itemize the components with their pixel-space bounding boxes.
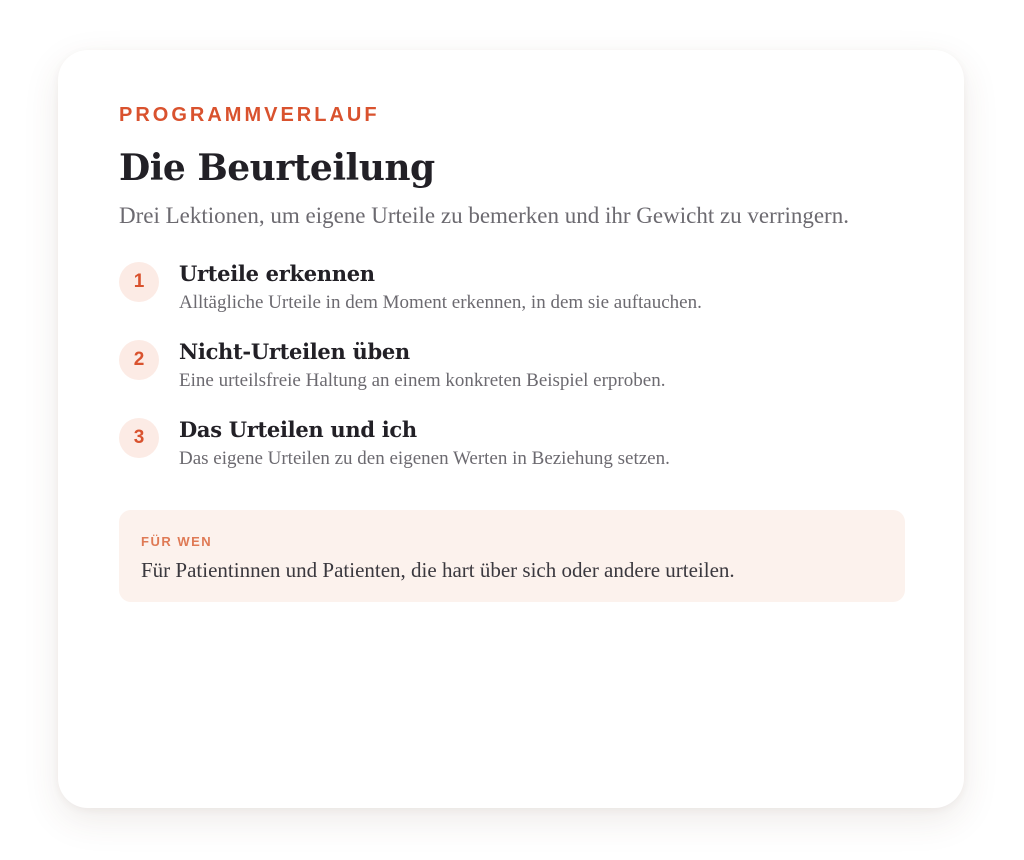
lesson-description: Eine urteilsfreie Haltung an einem konkreten Beispiel erproben. [179, 370, 666, 391]
lesson-title: Das Urteilen und ich [179, 417, 417, 442]
lesson-text [179, 416, 670, 472]
lesson-number-badge: 2 [119, 340, 159, 380]
audience-box [119, 510, 905, 602]
lesson-text [179, 260, 702, 316]
lesson-list [119, 260, 903, 494]
lesson-number-badge: 3 [119, 418, 159, 458]
lesson-description: Das eigene Urteilen zu den eigenen Werten in Beziehung setzen. [179, 448, 670, 469]
lesson-title: Nicht-Urteilen üben [179, 339, 410, 364]
audience-text: Für Patientinnen und Patienten, die hart über sich oder andere urteilen. [141, 558, 735, 582]
audience-label: FÜR WEN [141, 534, 213, 549]
lesson-number-badge: 1 [119, 262, 159, 302]
section-eyebrow: PROGRAMMVERLAUF [119, 104, 380, 126]
page-title: Die Beurteilung [119, 147, 435, 189]
lesson-description: Alltägliche Urteile in dem Moment erkennen, in dem sie auftauchen. [179, 292, 702, 313]
lesson-title: Urteile erkennen [179, 261, 375, 286]
lesson-item [119, 416, 903, 494]
lesson-item [119, 260, 903, 338]
page-subtitle: Drei Lektionen, um eigene Urteile zu bemerken und ihr Gewicht zu verringern. [119, 203, 849, 228]
lesson-text [179, 338, 665, 394]
lesson-item [119, 338, 903, 416]
program-card [58, 50, 964, 808]
